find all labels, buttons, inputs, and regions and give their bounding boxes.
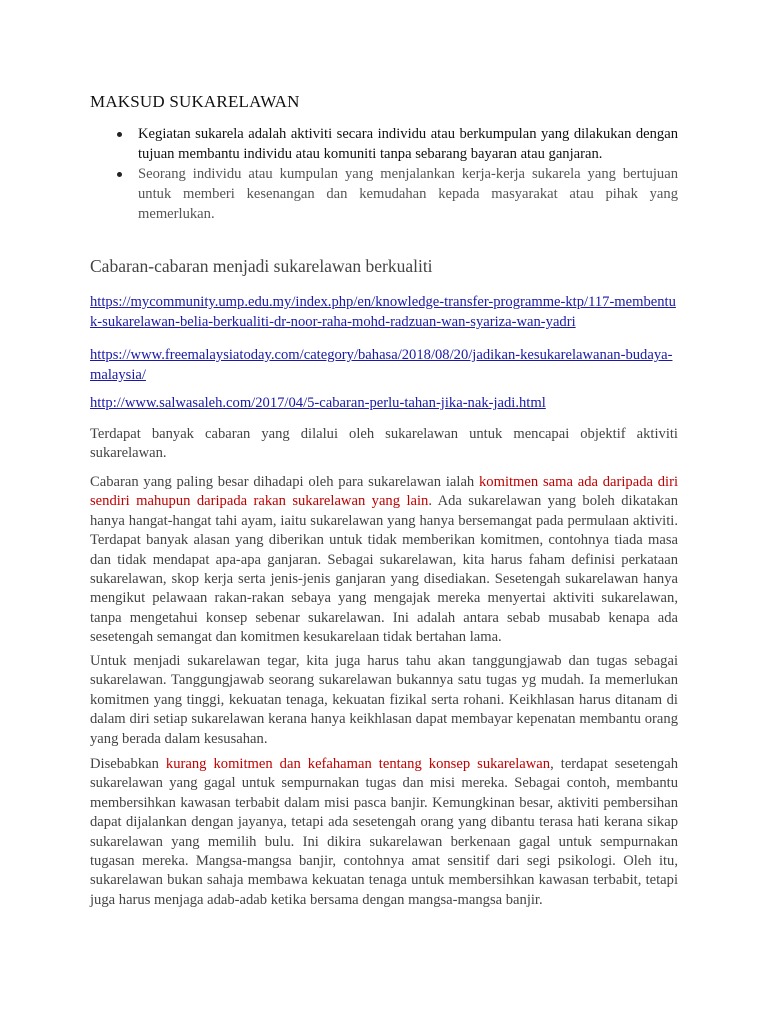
- reference-link-freemalaysiatoday[interactable]: https://www.freemalaysiatoday.com/category/bahasa/2018/08/20/jadikan-kesukarelawanan-budaya-malaysia/: [90, 347, 673, 383]
- paragraph-text: Disebabkan: [90, 756, 166, 772]
- bullet-icon: [117, 132, 122, 137]
- paragraph-text: . Ada sukarelawan yang boleh dikatakan hanya hangat-hangat tahi ayam, iaitu sukarelawan yang hanya bersemangat pada permulaan aktiviti. Terdapat banyak alasan yang diberikan untuk tidak memberikan komitmen, contohnya tiada masa dan tidak mendapat apa-apa ganjaran. Sebagai sukarelawan, kita harus faham definisi perkataan sukarelawan, skop kerja serta jenis-jenis ganjaran yang disediakan. Sesetengah sukarelawan hanya mengikut pelawaan rakan-rakan sebaya yang mengajak mereka menyertai aktiviti sukarelawan, tanpa mengetahui konsep sebenar sukarelawan. Ini adalah antara sebab musabab kenapa ada sesetengah semangat dan komitmen kesukarelaan tidak bertahan lama.: [90, 493, 678, 646]
- definition-bullet-list: [90, 124, 678, 224]
- bullet-icon: [117, 172, 122, 177]
- body-paragraph: [90, 473, 678, 648]
- highlighted-text: kurang komitmen dan kefahaman tentang konsep sukarelawan: [165, 756, 551, 772]
- body-paragraph: Untuk menjadi sukarelawan tegar, kita juga harus tahu akan tanggungjawab dan tugas sebagai sukarelawan. Tanggungjawab seorang sukarelawan bukannya satu tugas yg mudah. Ia memerlukan komitmen yang tinggi, kekuatan tenaga, kekuatan fizikal serta rohani. Keikhlasan harus ditanam di dalam diri setiap sukarelawan kerana hanya keikhlasan dapat membayar kepenatan membantu orang yang berada dalam kesusahan.: [90, 653, 678, 747]
- body-paragraph: [90, 755, 678, 910]
- list-item: [90, 164, 678, 224]
- list-item: [90, 124, 678, 164]
- paragraph-text: , terdapat sesetengah sukarelawan yang gagal untuk sempurnakan tugas dan misi mereka. Sebagai contoh, membantu membersihkan kawasan terbabit dalam misi pasca banjir. Kemungkinan besar, aktiviti pembersihan dapat dijalankan dengan jayanya, tetapi ada sesetengah orang yang dibantu terasa hati kerana sikap sukarelawan yang memilih bulu. Ini dikira sukarelawan berkenaan gagal untuk sempurnakan tugasan mereka. Mangsa-mangsa banjir, contohnya amat sensitif dari segi psikologi. Oleh itu, sukarelawan bukan sahaja membawa kekuatan tenaga untuk membersihkan kawasan terbabit, tetapi juga harus menjaga adab-adab ketika bersama dengan mangsa-mangsa banjir.: [90, 756, 678, 908]
- highlighted-text: komitmen sama ada daripada diri sendiri mahupun daripada rakan sukarelawan yang lain: [90, 474, 679, 510]
- bullet-text: Kegiatan sukarela adalah aktiviti secara individu atau berkumpulan yang dilakukan dengan tujuan membantu individu atau komuniti tanpa sebarang bayaran atau ganjaran.: [138, 126, 678, 162]
- body-paragraph: Terdapat banyak cabaran yang dilalui oleh sukarelawan untuk mencapai objektif aktiviti sukarelawan.: [90, 426, 678, 462]
- bullet-text: Seorang individu atau kumpulan yang menjalankan kerja-kerja sukarela yang bertujuan untuk memberi kesenangan dan kemudahan kepada masyarakat atau pihak yang memerlukan.: [138, 166, 678, 222]
- section-heading: Cabaran-cabaran menjadi sukarelawan berkualiti: [90, 256, 433, 276]
- reference-link-mycommunity[interactable]: https://mycommunity.ump.edu.my/index.php/en/knowledge-transfer-programme-ktp/117-membentuk-sukarelawan-belia-berkualiti-dr-noor-raha-mohd-radzuan-wan-syariza-wan-yadri: [90, 294, 676, 330]
- paragraph-text: Cabaran yang paling besar dihadapi oleh para sukarelawan ialah: [90, 474, 479, 490]
- page-title: MAKSUD SUKARELAWAN: [90, 92, 300, 111]
- reference-link-salwasaleh[interactable]: http://www.salwasaleh.com/2017/04/5-cabaran-perlu-tahan-jika-nak-jadi.html: [90, 395, 546, 411]
